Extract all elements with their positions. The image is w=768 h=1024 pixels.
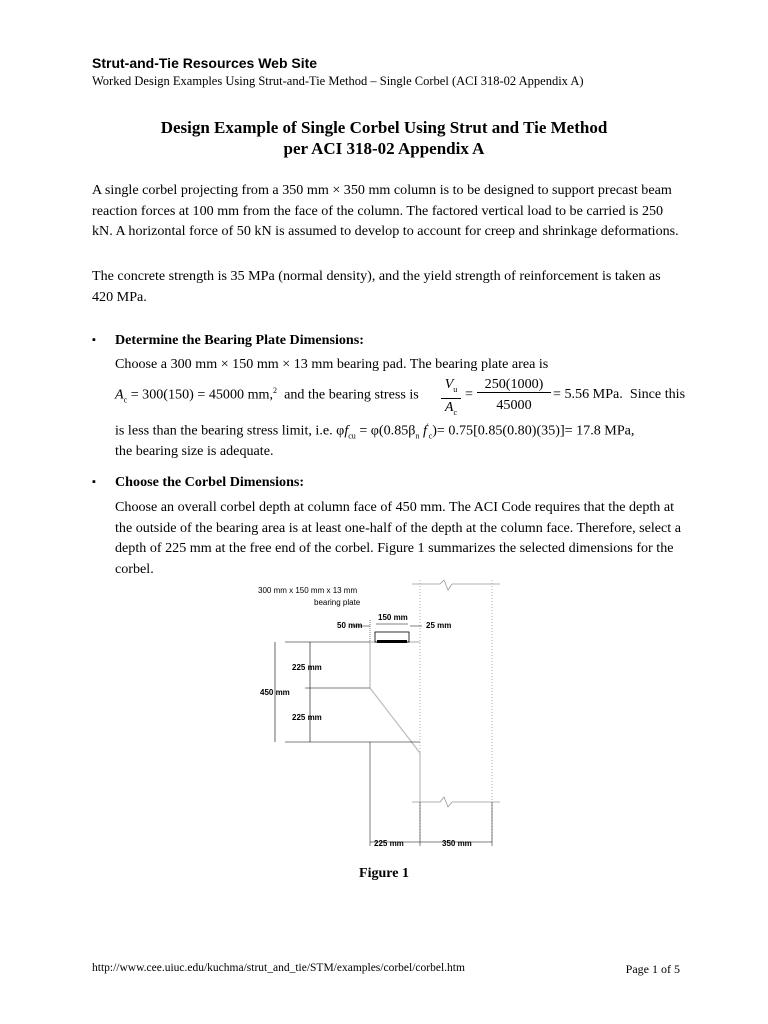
eq-fc-sup: ′: [426, 422, 429, 431]
site-subtitle: Worked Design Examples Using Strut-and-Tie Method – Single Corbel (ACI 318-02 Appendix A): [92, 74, 584, 88]
eq-f: f: [344, 422, 349, 439]
eq-f-sub: cu: [348, 431, 356, 441]
eq-result: = 5.56 MPa.: [553, 386, 623, 402]
eq-after-text: Since this: [629, 386, 686, 402]
page-number: Page 1 of 5: [625, 962, 680, 976]
document-title-line1: Design Example of Single Corbel Using Strut and Tie Method: [160, 118, 608, 137]
eq-area-rhs: = 300(150) = 45000 mm,: [127, 386, 274, 403]
bearing-adequate-text: the bearing size is adequate.: [115, 443, 274, 459]
eq-area-sup: 2: [273, 386, 278, 395]
dim-label-225-horizontal: 225 mm: [374, 839, 404, 848]
intro-paragraph-1: A single corbel projecting from a 350 mm × 350 mm column is to be designed to support precast beam reaction forces at 100 mm from the face of the column. The factored vertical load to be carried is 250 kN. A horizontal force of 50 kN is assumed to develop to account for creep and shrinkage deformations.: [92, 182, 679, 239]
section-heading-bearing-plate: Determine the Bearing Plate Dimensions:: [115, 332, 364, 348]
frac1-num: V: [444, 376, 454, 392]
dim-label-450: 450 mm: [260, 688, 290, 697]
bearing-limit-text: is less than the bearing stress limit, i.e.: [115, 422, 333, 439]
eq-beta: = φ(0.85β: [355, 422, 416, 439]
eq-fc: f: [419, 422, 427, 439]
figure-caption: Figure 1: [359, 866, 409, 881]
footer-url[interactable]: http://www.cee.uiuc.edu/kuchma/strut_and_tie/STM/examples/corbel/corbel.htm: [92, 962, 465, 974]
eq-beta-sub: n: [415, 431, 420, 441]
dim-label-350: 350 mm: [442, 839, 472, 848]
corbel-outline: [370, 642, 420, 802]
frac2-num: 250(1000): [477, 376, 551, 393]
eq-mid-text: and the bearing stress is: [284, 386, 419, 403]
dim-label-150: 150 mm: [378, 613, 408, 622]
bearing-pad-text: Choose a 300 mm × 150 mm × 13 mm bearing pad. The bearing plate area is: [115, 356, 549, 372]
section-heading-corbel-dimensions: Choose the Corbel Dimensions:: [115, 474, 305, 490]
dim-label-25: 25 mm: [426, 621, 452, 630]
intro-paragraph-2: The concrete strength is 35 MPa (normal density), and the yield strength of reinforcement is taken as 420 MPa.: [92, 268, 661, 305]
eq-phi: φ: [336, 422, 345, 439]
document-title-line2: per ACI 318-02 Appendix A: [283, 139, 485, 158]
bullet-icon: ▪: [92, 476, 96, 488]
bearing-stress-equation: $A_c = 300(150) = 45000$ mm,$^2$ and the bearing stress is $V_u$ $A_c$ = $\frac{250(1000)}{45000}$ = 5.56 MPa. Since this: [115, 376, 686, 417]
eq-fc-sub: c: [428, 431, 433, 441]
site-title: Strut-and-Tie Resources Web Site: [92, 55, 318, 71]
eq-area-symbol: A: [115, 386, 124, 403]
corbel-figure: [230, 580, 530, 860]
bullet-icon: ▪: [92, 334, 96, 346]
column-break-bottom: [412, 797, 500, 807]
corbel-dimensions-text: Choose an overall corbel depth at column face of 450 mm. The ACI Code requires that the depth at the outside of the bearing area is at least one-half of the depth at the column face. Therefore, select a depth of 225 mm at the free end of the corbel. Figure 1 summarizes the selected dimensions for the corbel.: [115, 499, 681, 577]
plate-label-2: bearing plate: [314, 598, 361, 607]
column-break-top: [412, 580, 500, 590]
eq-area-sub: c: [123, 395, 128, 405]
frac1-den: A: [444, 398, 454, 415]
plate-label-1: 300 mm x 150 mm x 13 mm: [258, 586, 358, 595]
bearing-pad: [377, 640, 407, 643]
dim-label-225-bottom: 225 mm: [292, 713, 322, 722]
dim-label-50: 50 mm: [337, 621, 363, 630]
eq-limit-result: )= 0.75[0.85(0.80)(35)]= 17.8 MPa,: [432, 422, 635, 439]
frac1-num-sub: u: [453, 384, 458, 394]
frac2-den: 45000: [496, 397, 532, 413]
frac1-den-sub: c: [453, 407, 458, 417]
dim-label-225-top: 225 mm: [292, 663, 322, 672]
